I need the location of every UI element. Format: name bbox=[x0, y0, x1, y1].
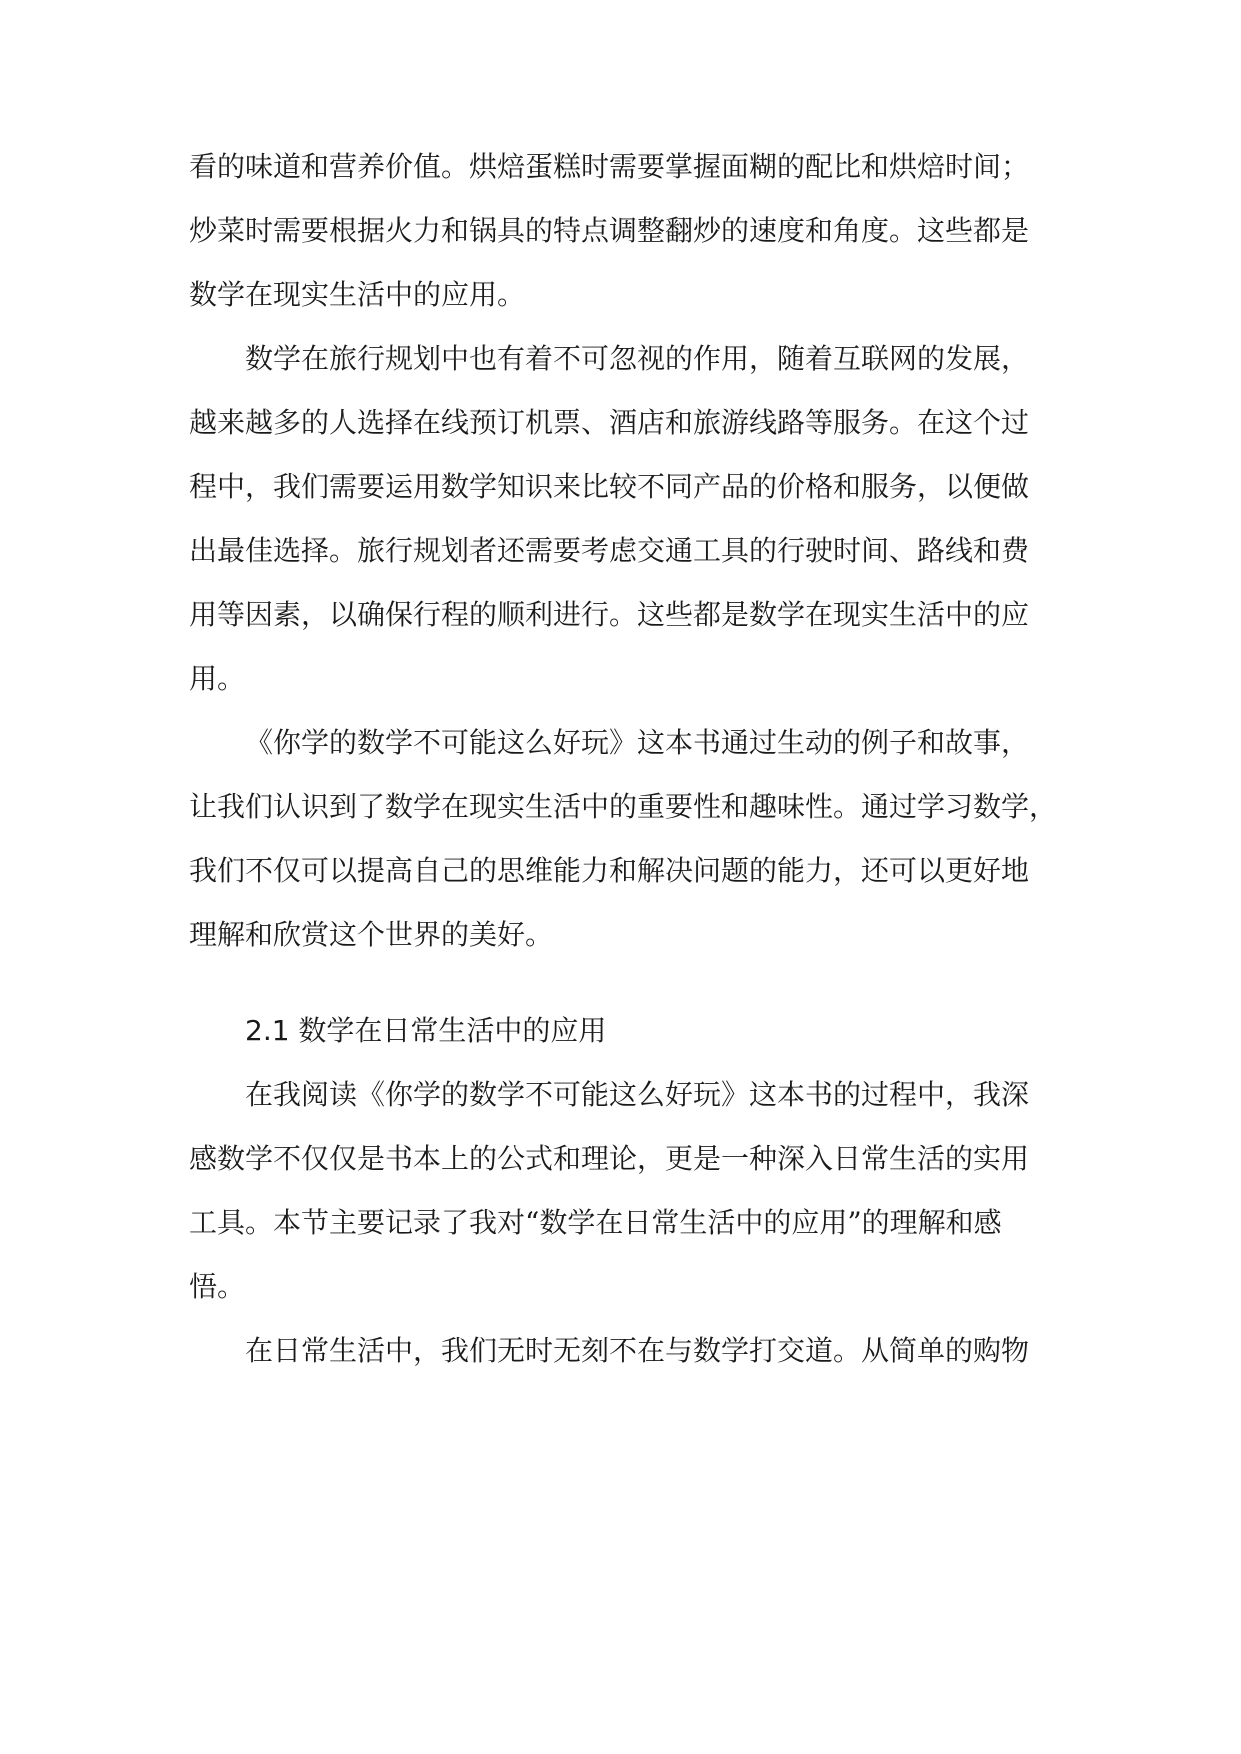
text-line: 炒菜时需要根据火力和锅具的特点调整翻炒的速度和角度。这些都是 bbox=[189, 214, 1030, 247]
text-line: 在我阅读《你学的数学不可能这么好玩》这本书的过程中，我深 bbox=[245, 1078, 1030, 1111]
text-line: 让我们认识到了数学在现实生活中的重要性和趣味性。通过学习数学， bbox=[189, 790, 1058, 823]
text-line: 感数学不仅仅是书本上的公式和理论，更是一种深入日常生活的实用 bbox=[189, 1142, 1030, 1175]
paragraph bbox=[189, 1063, 1059, 1319]
text-line: 《你学的数学不可能这么好玩》这本书通过生动的例子和故事， bbox=[245, 726, 1030, 759]
text-line: 理解和欣赏这个世界的美好。 bbox=[189, 918, 554, 951]
paragraph bbox=[189, 135, 1059, 327]
text-line: 看的味道和营养价值。烘焙蛋糕时需要掌握面糊的配比和烘焙时间； bbox=[189, 150, 1030, 183]
text-line: 数学在现实生活中的应用。 bbox=[189, 278, 526, 311]
text-line: 用等因素，以确保行程的顺利进行。这些都是数学在现实生活中的应 bbox=[189, 598, 1030, 631]
paragraph bbox=[189, 711, 1059, 967]
paragraph bbox=[189, 1319, 1059, 1383]
text-line: 出最佳选择。旅行规划者还需要考虑交通工具的行驶时间、路线和费 bbox=[189, 534, 1030, 567]
text-line: 我们不仅可以提高自己的思维能力和解决问题的能力，还可以更好地 bbox=[189, 854, 1030, 887]
text-line: 在日常生活中，我们无时无刻不在与数学打交道。从简单的购物 bbox=[245, 1334, 1030, 1367]
text-line: 工具。本节主要记录了我对“数学在日常生活中的应用”的理解和感 bbox=[189, 1206, 1002, 1239]
document-page bbox=[189, 135, 1059, 1383]
text-line: 越来越多的人选择在线预订机票、酒店和旅游线路等服务。在这个过 bbox=[189, 406, 1030, 439]
text-line: 悟。 bbox=[189, 1270, 246, 1303]
spacer bbox=[189, 967, 1059, 999]
text-line: 用。 bbox=[189, 662, 246, 695]
paragraph bbox=[189, 327, 1059, 711]
section-heading: 2.1 数学在日常生活中的应用 bbox=[245, 1014, 607, 1047]
text-line: 数学在旅行规划中也有着不可忽视的作用，随着互联网的发展， bbox=[245, 342, 1030, 375]
text-line: 程中，我们需要运用数学知识来比较不同产品的价格和服务，以便做 bbox=[189, 470, 1030, 503]
